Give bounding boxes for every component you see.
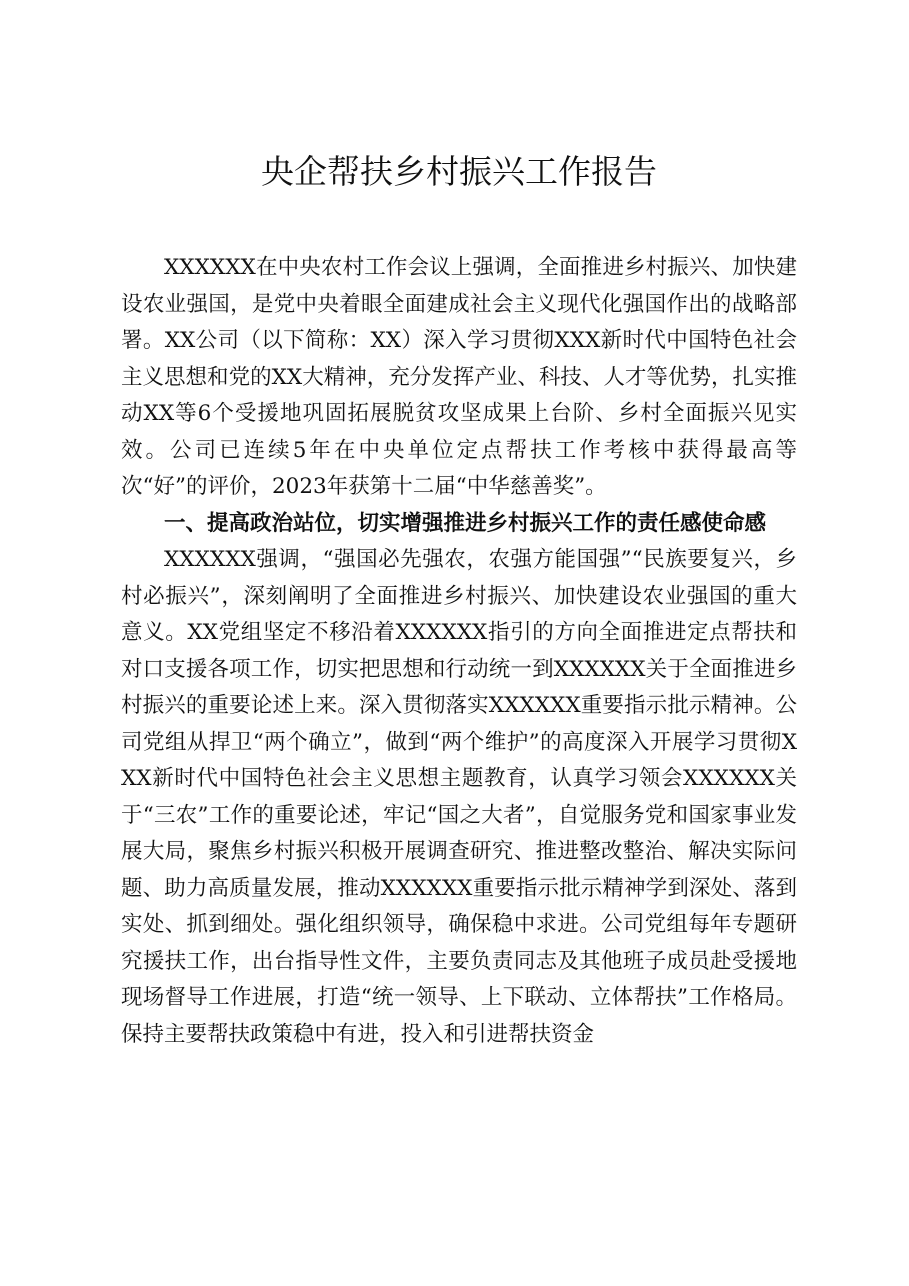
document-page [121,150,797,1053]
document-body [121,250,797,1053]
document-title: 央企帮扶乡村振兴工作报告 [261,152,657,191]
intro-paragraph: XXXXXX在中央农村工作会议上强调，全面推进乡村振兴、加快建设农业强国，是党中央着眼全面建成社会主义现代化强国作出的战略部署。XX公司（以下简称：XX）深入学习贯彻XXX新时代中国特色社会主义思想和党的XX大精神，充分发挥产业、科技、人才等优势，扎实推动XX等6个受援地巩固拓展脱贫攻坚成果上台阶、乡村全面振兴见实效。公司已连续5年在中央单位定点帮扶工作考核中获得最高等次“好”的评价，2023年获第十二届“中华慈善奖”。 [121,255,797,499]
section-heading: 一、提高政治站位，切实增强推进乡村振兴工作的责任感使命感 [164,510,767,536]
section-paragraph: XXXXXX强调，“强国必先强农，农强方能国强”“民族要复兴，乡村必振兴”，深刻阐明了全面推进乡村振兴、加快建设农业强国的重大意义。XX党组坚定不移沿着XXXXXX指引的方向全面推进定点帮扶和对口支援各项工作，切实把思想和行动统一到XXXXXX关于全面推进乡村振兴的重要论述上来。深入贯彻落实XXXXXX重要指示批示精神。公司党组从捍卫“两个确立”，做到“两个维护”的高度深入开展学习贯彻XXX新时代中国特色社会主义思想主题教育，认真学习领会XXXXXX关于“三农”工作的重要论述，牢记“国之大者”，自觉服务党和国家事业发展大局，聚焦乡村振兴积极开展调查研究、推进整改整治、解决实际问题、助力高质量发展，推动XXXXXX重要指示批示精神学到深处、落到实处、抓到细处。强化组织领导，确保稳中求进。公司党组每年专题研究援扶工作，出台指导性文件，主要负责同志及其他班子成员赴受援地现场督导工作进展，打造“统一领导、上下联动、立体帮扶”工作格局。保持主要帮扶政策稳中有进，投入和引进帮扶资金 [121,547,797,1047]
